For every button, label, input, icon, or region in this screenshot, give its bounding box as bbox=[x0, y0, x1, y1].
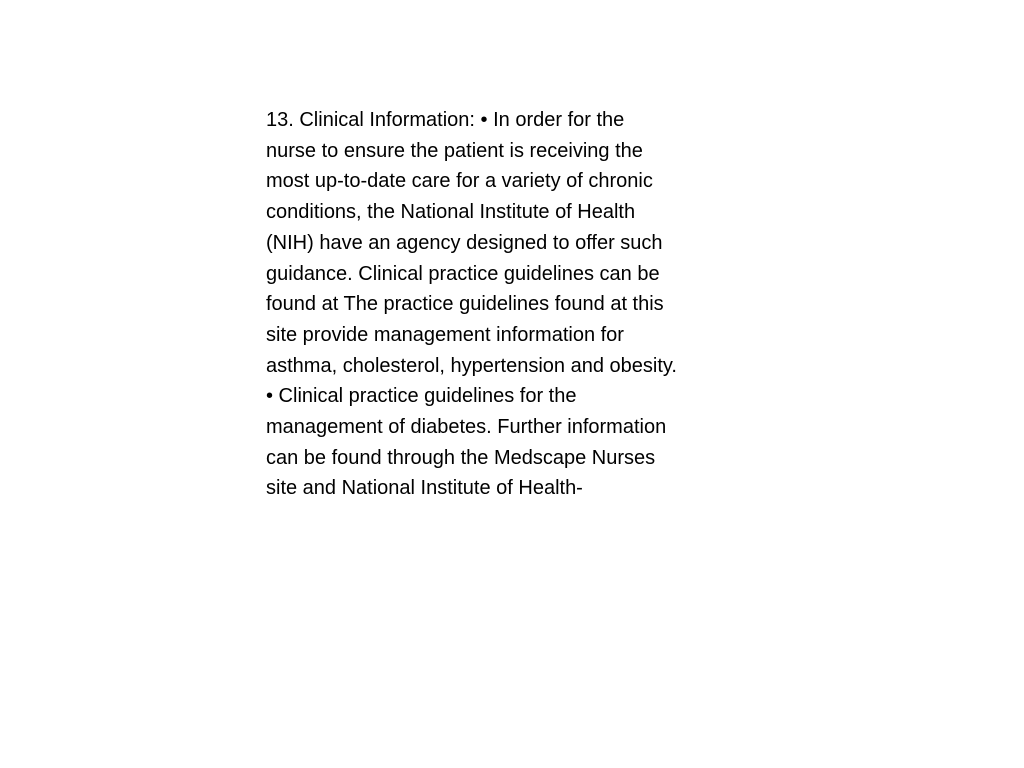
text-line: guidance. Clinical practice guidelines can be bbox=[266, 262, 660, 285]
text-line: nurse to ensure the patient is receiving the bbox=[266, 139, 643, 162]
text-line: • Clinical practice guidelines for the bbox=[266, 385, 577, 408]
text-line: site provide management information for bbox=[266, 323, 624, 346]
text-line: can be found through the Medscape Nurses bbox=[266, 446, 656, 469]
text-line: found at The practice guidelines found at this bbox=[266, 293, 664, 316]
text-line: site and National Institute of Health- bbox=[266, 477, 583, 500]
text-line: conditions, the National Institute of Health bbox=[266, 201, 636, 224]
slide-body-text bbox=[266, 105, 766, 504]
text-line: (NIH) have an agency designed to offer such bbox=[266, 231, 663, 254]
text-line: management of diabetes. Further information bbox=[266, 416, 667, 439]
text-line: most up-to-date care for a variety of chronic bbox=[266, 170, 653, 193]
text-line: 13. Clinical Information: • In order for the bbox=[266, 109, 625, 131]
text-line: asthma, cholesterol, hypertension and obesity. bbox=[266, 354, 677, 377]
